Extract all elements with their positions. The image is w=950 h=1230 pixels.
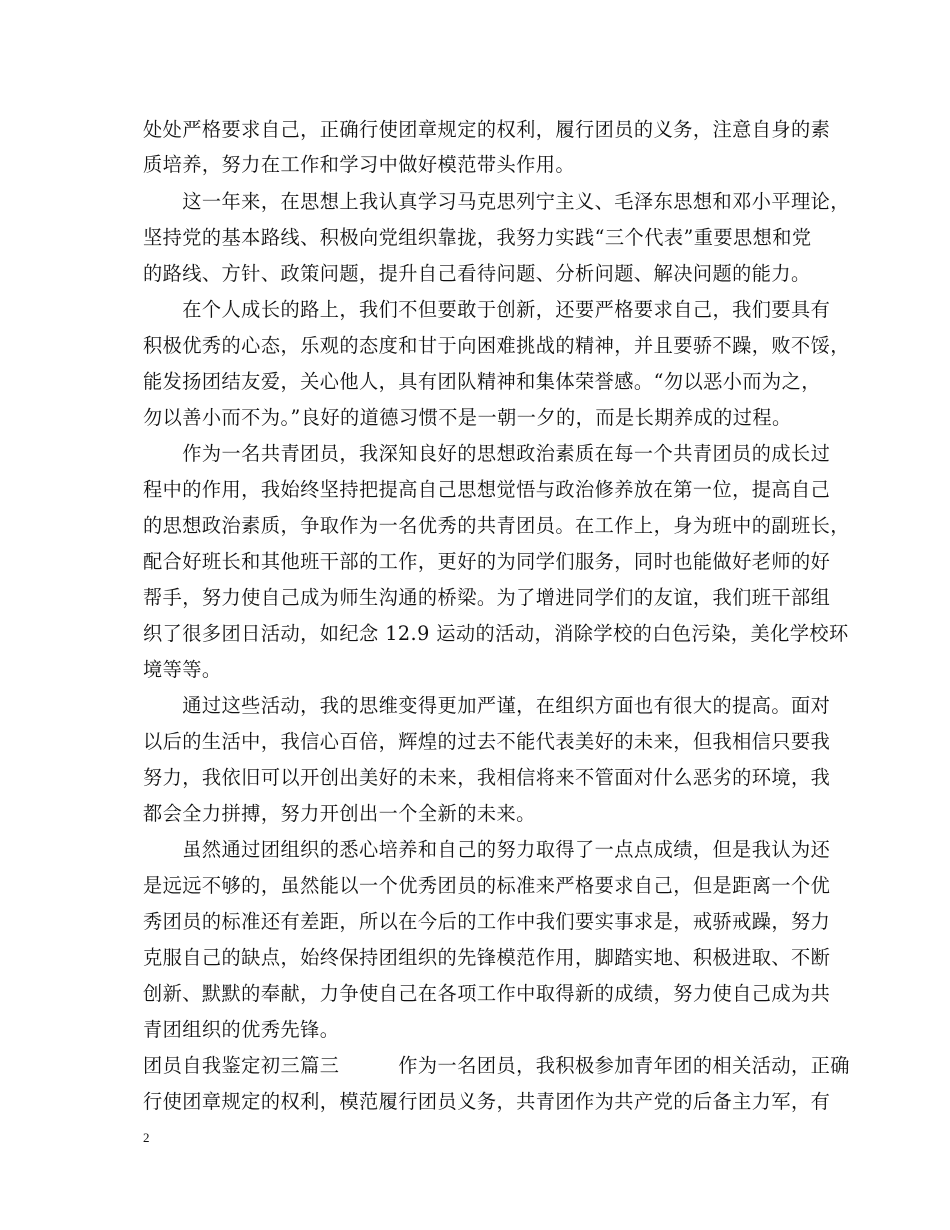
text-line: 青团组织的优秀先锋。 (143, 1018, 340, 1041)
text-line: 作为一名共青团员，我深知良好的思想政治素质在每一个共青团员的成长过 (143, 442, 831, 465)
text-line: 是远远不够的，虽然能以一个优秀团员的标准来严格要求自己，但是距离一个优 (143, 874, 831, 897)
text-line: 创新、默默的奉献，力争使自己在各项工作中取得新的成绩，努力使自己成为共 (143, 982, 831, 1005)
text-line: 在个人成长的路上，我们不但要敢于创新，还要严格要求自己，我们要具有 (143, 298, 831, 321)
text-line: 通过这些活动，我的思维变得更加严谨，在组织方面也有很大的提高。面对 (143, 694, 831, 717)
text-line: 能发扬团结友爱，关心他人，具有团队精神和集体荣誉感。“勿以恶小而为之， (143, 370, 821, 393)
text-line: 以后的生活中，我信心百倍，辉煌的过去不能代表美好的未来，但我相信只要我 (143, 730, 831, 753)
text-line: 处处严格要求自己，正确行使团章规定的权利，履行团员的义务，注意自身的素 (143, 118, 831, 141)
text-line: 境等等。 (143, 658, 222, 681)
text-line: 团员自我鉴定初三篇三 作为一名团员，我积极参加青年团的相关活动，正确 (143, 1054, 850, 1077)
text-line: 坚持党的基本路线、积极向党组织靠拢，我努力实践“三个代表”重要思想和党 (143, 226, 812, 249)
page-number: 2 (143, 1130, 150, 1145)
text-line: 的路线、方针、政策问题，提升自己看待问题、分析问题、解决问题的能力。 (143, 262, 811, 285)
text-line: 努力，我依旧可以开创出美好的未来，我相信将来不管面对什么恶劣的环境，我 (143, 766, 831, 789)
text-line: 秀团员的标准还有差距，所以在今后的工作中我们要实事求是，戒骄戒躁，努力 (143, 910, 831, 933)
text-line: 虽然通过团组织的悉心培养和自己的努力取得了一点点成绩，但是我认为还 (143, 838, 831, 861)
text-line: 织了很多团日活动，如纪念 12.9 运动的活动，消除学校的白色污染，美化学校环 (143, 622, 849, 645)
text-line: 行使团章规定的权利，模范履行团员义务，共青团作为共产党的后备主力军，有 (143, 1090, 831, 1113)
text-line: 帮手，努力使自己成为师生沟通的桥梁。为了增进同学们的友谊，我们班干部组 (143, 586, 831, 609)
text-line: 积极优秀的心态，乐观的态度和甘于向困难挑战的精神，并且要骄不躁，败不馁， (143, 334, 850, 357)
text-line: 克服自己的缺点，始终保持团组织的先锋模范作用，脚踏实地、积极进取、不断 (143, 946, 831, 969)
text-line: 都会全力拼搏，努力开创出一个全新的未来。 (143, 802, 536, 825)
text-line: 配合好班长和其他班干部的工作，更好的为同学们服务，同时也能做好老师的好 (143, 550, 831, 573)
text-line: 勿以善小而不为。”良好的道德习惯不是一朝一夕的，而是长期养成的过程。 (143, 406, 792, 429)
text-line: 的思想政治素质，争取作为一名优秀的共青团员。在工作上，身为班中的副班长， (143, 514, 850, 537)
text-line: 程中的作用，我始终坚持把提高自己思想觉悟与政治修养放在第一位，提高自己 (143, 478, 831, 501)
text-line: 质培养，努力在工作和学习中做好模范带头作用。 (143, 153, 576, 176)
text-line: 这一年来，在思想上我认真学习马克思列宁主义、毛泽东思想和邓小平理论， (143, 190, 850, 213)
